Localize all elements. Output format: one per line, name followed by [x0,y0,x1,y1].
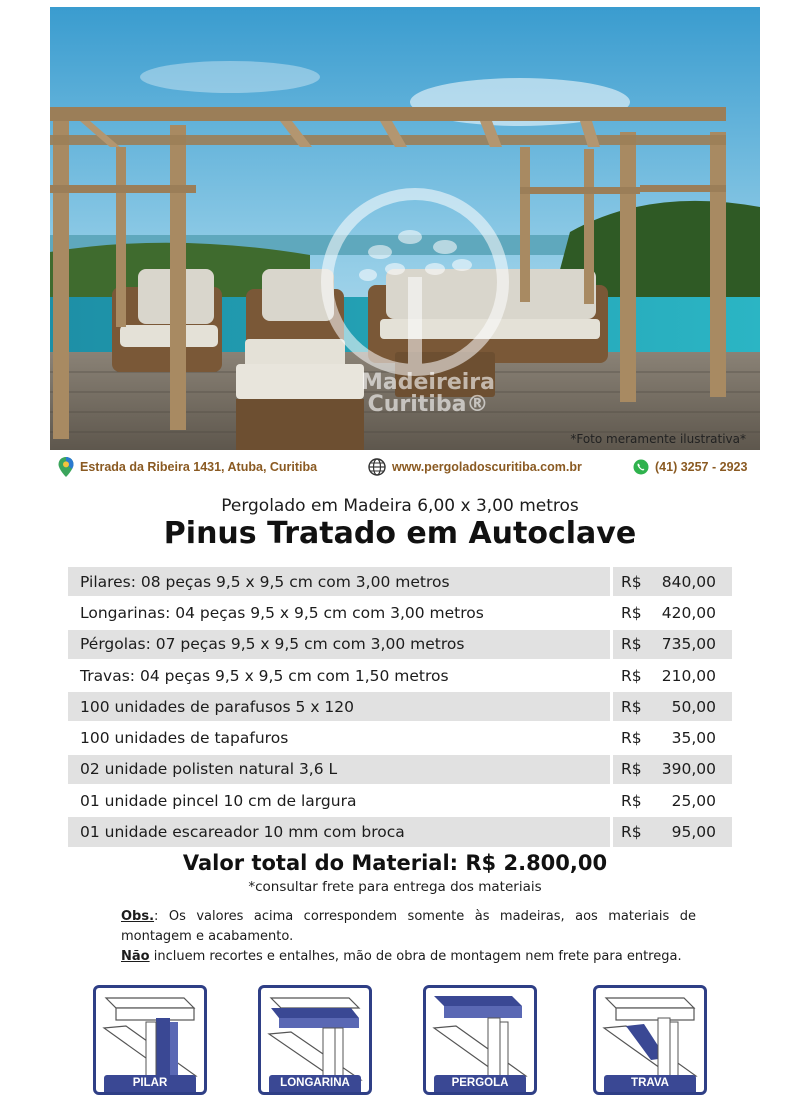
item-currency: R$ [613,786,653,817]
table-row [68,723,732,754]
whatsapp-icon [633,459,649,475]
diagram-label: TRAVA [604,1075,696,1092]
phone-text[interactable]: (41) 3257 - 2923 [655,460,748,474]
address-text: Estrada da Ribeira 1431, Atuba, Curitiba [80,460,318,474]
product-title: Pinus Tratado em Autoclave [163,516,637,551]
item-currency: R$ [613,661,653,692]
item-currency: R$ [613,630,653,661]
address-item [58,457,317,477]
item-price: 210,00 [653,661,732,692]
table-row [68,598,732,629]
item-description: Longarinas: 04 peças 9,5 x 9,5 cm com 3,00 metros [68,598,610,629]
watermark-line-2: Curitiba® [367,392,489,417]
total-price: Valor total do Material: R$ 2.800,00 [182,851,608,875]
globe-icon [368,458,386,476]
item-currency: R$ [613,817,653,848]
item-description: Pilares: 08 peças 9,5 x 9,5 cm com 3,00 metros [68,567,610,598]
item-currency: R$ [613,567,653,598]
diagram-label: PERGOLA [434,1075,526,1092]
item-price: 840,00 [653,567,732,598]
obs-text: : Os valores acima correspondem somente às madeiras, aos materiais de montagem e acabamento. [121,909,696,944]
location-pin-icon [58,457,74,477]
price-table [68,567,732,849]
not-included-label: Não [121,949,150,964]
not-included-text: incluem recortes e entalhes, mão de obra de montagem nem frete para entrega. [149,949,682,964]
item-description: 02 unidade polisten natural 3,6 L [68,755,610,786]
item-description: 01 unidade escareador 10 mm com broca [68,817,610,848]
diagram-longarina [258,985,372,1095]
item-description: 100 unidades de parafusos 5 x 120 [68,692,610,723]
item-description: 01 unidade pincel 10 cm de largura [68,786,610,817]
item-price: 35,00 [653,723,732,754]
item-description: Pérgolas: 07 peças 9,5 x 9,5 cm com 3,00 metros [68,630,610,661]
table-row [68,567,732,598]
item-price: 95,00 [653,817,732,848]
obs-label: Obs. [121,909,155,924]
freight-note: *consultar frete para entrega dos materiais [248,879,542,895]
table-row [68,692,732,723]
website-link[interactable]: www.pergoladoscuritiba.com.br [392,460,582,474]
table-row [68,817,732,848]
table-row [68,755,732,786]
item-price: 420,00 [653,598,732,629]
diagram-pilar [93,985,207,1095]
table-row [68,786,732,817]
item-currency: R$ [613,755,653,786]
table-row [68,661,732,692]
item-price: 25,00 [653,786,732,817]
piece-diagrams [0,985,800,1095]
photo-caption: *Foto meramente ilustrativa* [570,432,746,446]
item-description: 100 unidades de tapafuros [68,723,610,754]
item-price: 390,00 [653,755,732,786]
diagram-pergola [423,985,537,1095]
watermark-text [348,372,508,416]
diagram-label: LONGARINA [269,1075,361,1092]
website-item[interactable] [368,458,582,476]
item-currency: R$ [613,692,653,723]
table-row [68,630,732,661]
item-price: 50,00 [653,692,732,723]
diagram-label: PILAR [104,1075,196,1092]
observations [121,907,696,967]
watermark-line-1: Madeireira [361,370,495,395]
item-currency: R$ [613,598,653,629]
item-description: Travas: 04 peças 9,5 x 9,5 cm com 1,50 metros [68,661,610,692]
phone-item[interactable] [633,459,747,475]
contact-bar [58,456,758,478]
diagram-trava [593,985,707,1095]
product-subtitle: Pergolado em Madeira 6,00 x 3,00 metros [221,496,579,516]
hero-photo [50,7,760,450]
item-currency: R$ [613,723,653,754]
item-price: 735,00 [653,630,732,661]
